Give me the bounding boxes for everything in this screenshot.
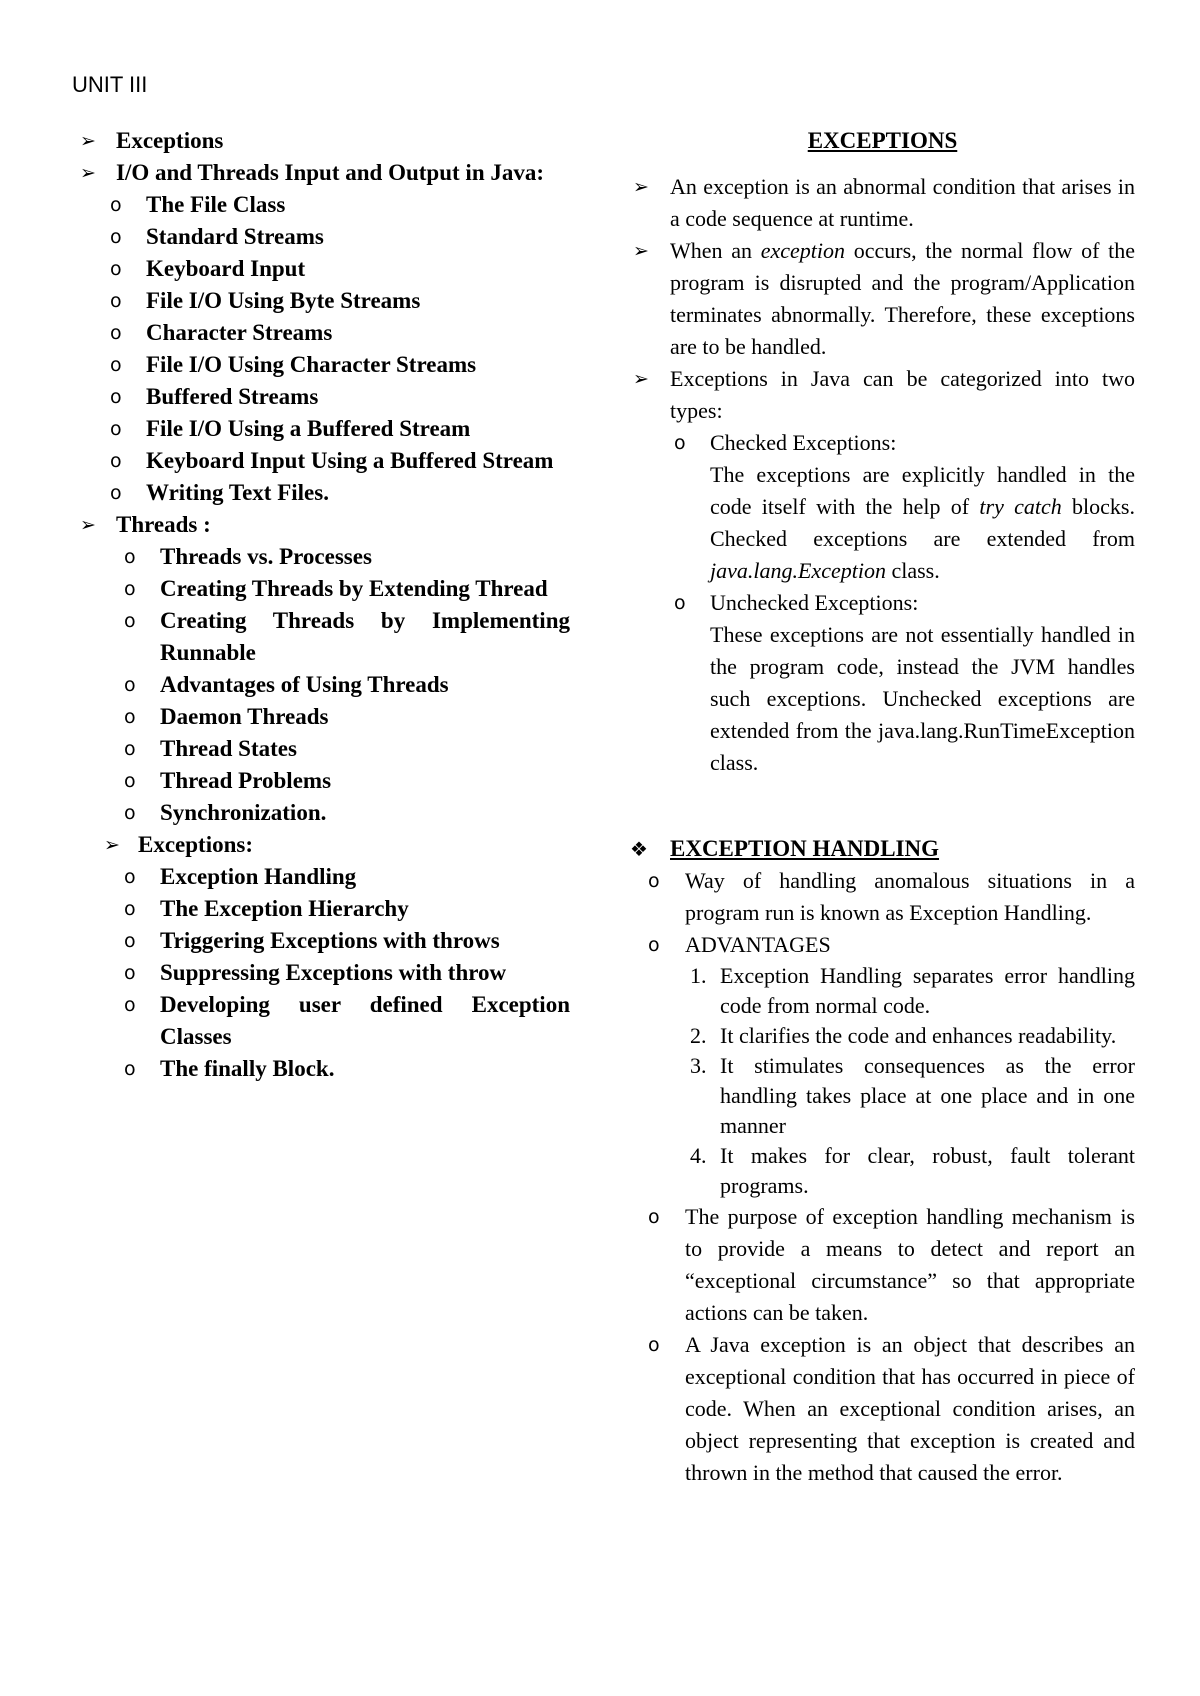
list-item: o A Java exception is an object that describes an exceptional condition that has occurred in piece of code. When an exceptional condition arises, an object representing that exception is created and thrown in the method that caused the error. bbox=[630, 1329, 1135, 1489]
list-item: o Checked Exceptions: bbox=[630, 427, 1135, 459]
arrow-bullet-icon: ➢ bbox=[633, 368, 649, 390]
list-item: o Thread Problems bbox=[80, 765, 570, 797]
list-item: o File I/O Using Byte Streams bbox=[80, 285, 570, 317]
list-item: o Triggering Exceptions with throws bbox=[80, 925, 570, 957]
list-item: o Creating Threads by Implementing Runnable bbox=[80, 605, 570, 669]
circle-bullet-icon: o bbox=[124, 546, 136, 568]
list-item: o Character Streams bbox=[80, 317, 570, 349]
list-item: o The Exception Hierarchy bbox=[80, 893, 570, 925]
list-item: o Daemon Threads bbox=[80, 701, 570, 733]
circle-bullet-icon: o bbox=[124, 610, 136, 632]
list-item: o Keyboard Input bbox=[80, 253, 570, 285]
topics-column bbox=[80, 125, 570, 1085]
circle-bullet-icon: o bbox=[124, 866, 136, 888]
list-item: o The finally Block. bbox=[80, 1053, 570, 1085]
list-item: o Synchronization. bbox=[80, 797, 570, 829]
list-item: o Writing Text Files. bbox=[80, 477, 570, 509]
arrow-bullet-icon: ➢ bbox=[80, 162, 96, 184]
circle-bullet-icon: o bbox=[124, 802, 136, 824]
arrow-bullet-icon: ➢ bbox=[633, 240, 649, 262]
unit-title: UNIT III bbox=[72, 72, 148, 97]
numbered-item: 1. Exception Handling separates error handling code from normal code. bbox=[690, 963, 1135, 1018]
circle-bullet-icon: o bbox=[110, 418, 122, 440]
list-item: o Exception Handling bbox=[80, 861, 570, 893]
list-item: ➢ Threads : bbox=[80, 509, 570, 541]
list-item: o Standard Streams bbox=[80, 221, 570, 253]
list-item: o Keyboard Input Using a Buffered Stream bbox=[80, 445, 566, 477]
circle-bullet-icon: o bbox=[124, 898, 136, 920]
list-item: o Advantages of Using Threads bbox=[80, 669, 570, 701]
circle-bullet-icon: o bbox=[648, 1334, 660, 1356]
list-item: o Suppressing Exceptions with throw bbox=[80, 957, 570, 989]
list-item: o Buffered Streams bbox=[80, 381, 570, 413]
list-item: o ADVANTAGES bbox=[630, 929, 1135, 961]
arrow-bullet-icon: ➢ bbox=[80, 130, 96, 152]
circle-bullet-icon: o bbox=[648, 870, 660, 892]
circle-bullet-icon: o bbox=[110, 482, 122, 504]
diamond-bullet-icon: ❖ bbox=[630, 837, 648, 861]
content-column bbox=[630, 125, 1135, 1489]
list-item: o Creating Threads by Extending Thread bbox=[80, 573, 570, 605]
list-item: ➢ Exceptions bbox=[80, 125, 570, 157]
list-item: ➢ An exception is an abnormal condition that arises in a code sequence at runtime. bbox=[630, 171, 1135, 235]
circle-bullet-icon: o bbox=[674, 432, 686, 454]
list-item: o File I/O Using Character Streams bbox=[80, 349, 570, 381]
arrow-bullet-icon: ➢ bbox=[104, 834, 120, 856]
circle-bullet-icon: o bbox=[110, 258, 122, 280]
list-item: o The purpose of exception handling mechanism is to provide a means to detect and report an “exceptional circumstance” so that appropriate actions can be taken. bbox=[630, 1201, 1135, 1329]
circle-bullet-icon: o bbox=[124, 578, 136, 600]
list-item: o Thread States bbox=[80, 733, 570, 765]
circle-bullet-icon: o bbox=[124, 1058, 136, 1080]
circle-bullet-icon: o bbox=[110, 386, 122, 408]
circle-bullet-icon: o bbox=[124, 706, 136, 728]
circle-bullet-icon: o bbox=[110, 322, 122, 344]
circle-bullet-icon: o bbox=[124, 930, 136, 952]
circle-bullet-icon: o bbox=[124, 770, 136, 792]
circle-bullet-icon: o bbox=[110, 450, 122, 472]
circle-bullet-icon: o bbox=[648, 934, 660, 956]
circle-bullet-icon: o bbox=[110, 290, 122, 312]
list-item: o Way of handling anomalous situations in a program run is known as Exception Handling. bbox=[630, 865, 1135, 929]
list-item: ➢ When an exception occurs, the normal flow of the program is disrupted and the program/Application terminates abnormally. Therefore, these exceptions are to be handled. bbox=[630, 235, 1135, 363]
list-item: o Unchecked Exceptions: bbox=[630, 587, 1135, 619]
circle-bullet-icon: o bbox=[648, 1206, 660, 1228]
list-item: ➢ I/O and Threads Input and Output in Java: bbox=[80, 157, 570, 189]
arrow-bullet-icon: ➢ bbox=[80, 514, 96, 536]
paragraph: The exceptions are explicitly handled in the code itself with the help of try catch blocks. Checked exceptions are extended from java.lang.Exception class. bbox=[710, 462, 1135, 583]
circle-bullet-icon: o bbox=[124, 674, 136, 696]
numbered-item: 2. It clarifies the code and enhances readability. bbox=[690, 1023, 1117, 1048]
list-item: o File I/O Using a Buffered Stream bbox=[80, 413, 570, 445]
arrow-bullet-icon: ➢ bbox=[633, 176, 649, 198]
list-item: o Threads vs. Processes bbox=[80, 541, 570, 573]
circle-bullet-icon: o bbox=[124, 962, 136, 984]
list-item: ➢ Exceptions: bbox=[80, 829, 570, 861]
circle-bullet-icon: o bbox=[110, 354, 122, 376]
section-title: ❖ EXCEPTION HANDLING bbox=[630, 833, 1135, 865]
list-item: o The File Class bbox=[80, 189, 570, 221]
numbered-item: 3. It stimulates consequences as the error handling takes place at one place and in one manner bbox=[690, 1053, 1135, 1138]
circle-bullet-icon: o bbox=[124, 994, 136, 1016]
list-item: ➢ Exceptions in Java can be categorized into two types: bbox=[630, 363, 1135, 427]
paragraph: These exceptions are not essentially handled in the program code, instead the JVM handles such exceptions. Unchecked exceptions are extended from the java.lang.RunTimeException class. bbox=[710, 622, 1135, 775]
circle-bullet-icon: o bbox=[124, 738, 136, 760]
list-item: o Developing user defined Exception Classes bbox=[80, 989, 570, 1053]
circle-bullet-icon: o bbox=[110, 226, 122, 248]
circle-bullet-icon: o bbox=[110, 194, 122, 216]
circle-bullet-icon: o bbox=[674, 592, 686, 614]
page-title: EXCEPTIONS bbox=[807, 128, 958, 153]
numbered-item: 4. It makes for clear, robust, fault tolerant programs. bbox=[690, 1143, 1135, 1198]
